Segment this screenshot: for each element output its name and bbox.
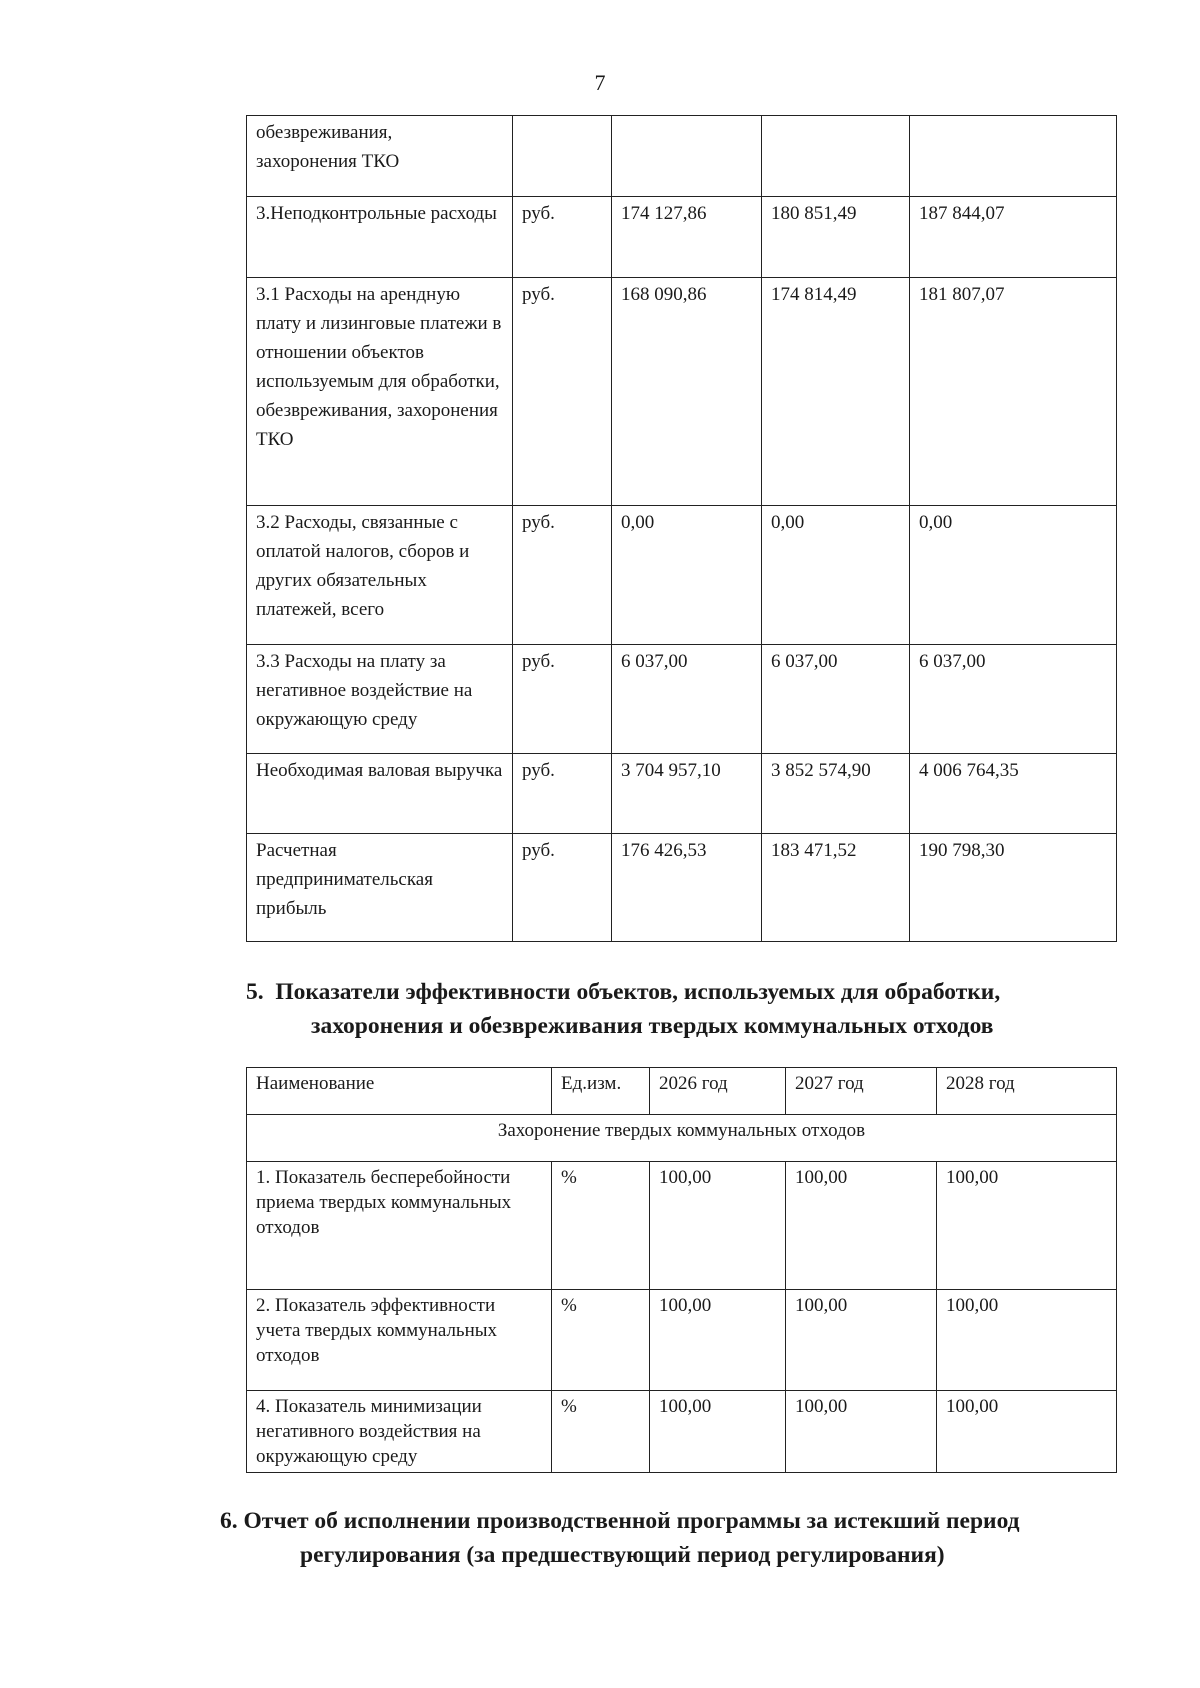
cell-name: Необходимая валовая выручка (247, 754, 513, 834)
cell-y2027: 174 814,49 (762, 278, 910, 506)
table-row (247, 1162, 1117, 1290)
group-row (247, 1115, 1117, 1162)
section-6-heading (220, 1504, 1160, 1572)
cell-y2027: 6 037,00 (762, 645, 910, 754)
cell-name: 4. Показатель минимизации негативного воздействия на окружающую среду (247, 1391, 552, 1473)
cell-y2027: 180 851,49 (762, 197, 910, 278)
table-row (247, 278, 1117, 506)
cell-y2028: 6 037,00 (910, 645, 1117, 754)
section-6-title-line2: регулирования (за предшествующий период регулирования) (300, 1542, 945, 1568)
cell-name: 2. Показатель эффективности учета твердых коммунальных отходов (247, 1290, 552, 1391)
cell-y2028: 100,00 (937, 1391, 1117, 1473)
cell-y2027: 0,00 (762, 506, 910, 645)
header-2027: 2027 год (786, 1068, 937, 1115)
cell-y2028: 181 807,07 (910, 278, 1117, 506)
cell-y2028: 0,00 (910, 506, 1117, 645)
header-name: Наименование (247, 1068, 552, 1115)
cell-y2027: 3 852 574,90 (762, 754, 910, 834)
cell-y2026: 174 127,86 (612, 197, 762, 278)
cell-unit: % (552, 1290, 650, 1391)
cell-unit (513, 116, 612, 197)
cell-y2028: 100,00 (937, 1290, 1117, 1391)
cell-y2027: 183 471,52 (762, 834, 910, 942)
cell-y2028: 190 798,30 (910, 834, 1117, 942)
cell-y2028: 187 844,07 (910, 197, 1117, 278)
cell-unit: руб. (513, 834, 612, 942)
cell-y2026: 0,00 (612, 506, 762, 645)
cost-table (246, 115, 1117, 942)
header-unit: Ед.изм. (552, 1068, 650, 1115)
header-2026: 2026 год (650, 1068, 786, 1115)
table-row (247, 506, 1117, 645)
table-row (247, 1391, 1117, 1473)
table-row (247, 116, 1117, 197)
cell-unit: руб. (513, 754, 612, 834)
cell-name: 3.Неподконтрольные расходы (247, 197, 513, 278)
cell-y2027: 100,00 (786, 1391, 937, 1473)
group-title: Захоронение твердых коммунальных отходов (247, 1115, 1117, 1162)
section-5-title-line1: Показатели эффективности объектов, используемых для обработки, (275, 979, 1001, 1005)
cell-unit: % (552, 1162, 650, 1290)
section-6-title-line1: 6. Отчет об исполнении производственной программы за истекший период (220, 1508, 1020, 1534)
section-5-heading (246, 975, 1146, 1043)
cell-y2026 (612, 116, 762, 197)
cell-name: 3.3 Расходы на плату за негативное воздействие на окружающую среду (247, 645, 513, 754)
cell-unit: руб. (513, 506, 612, 645)
cell-unit: руб. (513, 197, 612, 278)
cell-name: Расчетная предпринимательская прибыль (247, 834, 513, 942)
table-row (247, 1290, 1117, 1391)
table-header-row (247, 1068, 1117, 1115)
cell-y2026: 176 426,53 (612, 834, 762, 942)
header-2028: 2028 год (937, 1068, 1117, 1115)
cell-y2027: 100,00 (786, 1290, 937, 1391)
cell-y2027: 100,00 (786, 1162, 937, 1290)
table-row (247, 197, 1117, 278)
section-5-number: 5. (246, 979, 264, 1005)
cell-unit: % (552, 1391, 650, 1473)
efficiency-table (246, 1067, 1117, 1473)
cell-unit: руб. (513, 278, 612, 506)
cell-y2026: 100,00 (650, 1391, 786, 1473)
table-row (247, 645, 1117, 754)
cell-y2026: 6 037,00 (612, 645, 762, 754)
cell-y2026: 3 704 957,10 (612, 754, 762, 834)
cell-y2028: 4 006 764,35 (910, 754, 1117, 834)
table-row (247, 834, 1117, 942)
cell-y2026: 168 090,86 (612, 278, 762, 506)
cell-y2028 (910, 116, 1117, 197)
cell-y2026: 100,00 (650, 1290, 786, 1391)
cell-unit: руб. (513, 645, 612, 754)
cell-y2026: 100,00 (650, 1162, 786, 1290)
cell-name: 1. Показатель бесперебойности приема твердых коммунальных отходов (247, 1162, 552, 1290)
cell-name: обезвреживания, захоронения ТКО (247, 116, 513, 197)
table-row (247, 754, 1117, 834)
cell-name: 3.2 Расходы, связанные с оплатой налогов, сборов и других обязательных платежей, всего (247, 506, 513, 645)
page-number: 7 (594, 70, 606, 95)
cell-name: 3.1 Расходы на арендную плату и лизинговые платежи в отношении объектов используемым для обработки, обезвреживания, захоронения ТКО (247, 278, 513, 506)
cell-y2027 (762, 116, 910, 197)
cell-y2028: 100,00 (937, 1162, 1117, 1290)
section-5-title-line2: захоронения и обезвреживания твердых коммунальных отходов (311, 1013, 994, 1039)
